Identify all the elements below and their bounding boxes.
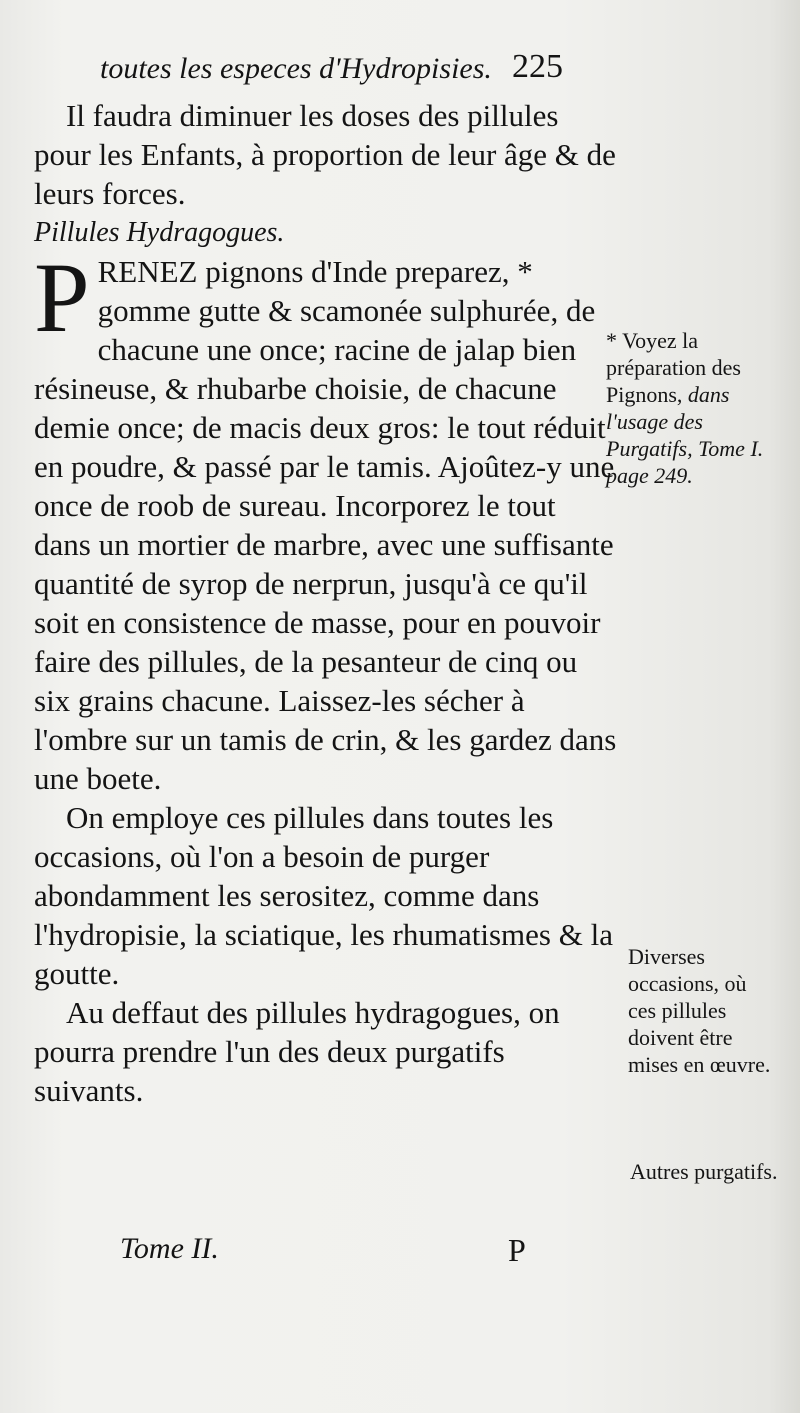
intro-paragraph: Il faudra diminuer les doses des pillules pour les Enfants, à proportion de leur âge & de leurs forces.	[34, 98, 616, 211]
alternative-paragraph: Au deffaut des pillules hydragogues, on pourra prendre l'un des deux purgatifs suivants.	[34, 995, 560, 1108]
volume-label: Tome II.	[120, 1232, 219, 1265]
page-footer	[120, 1232, 560, 1272]
margin-note-preparation-italic: dans l'usage des Purgatifs, Tome I. page 249.	[606, 382, 764, 488]
margin-note-other-purgatives: Autres purgatifs.	[630, 1159, 778, 1184]
recipe-text: pignons d'Inde preparez, * gomme gutte & scamonée sulphurée, de chacune une once; racine de jalap bien résineuse, & rhubarbe choisie, de chacune demie once; de macis deux gros: le tout réduit en poudre, & passé par le tamis. Ajoûtez-y une once de roob de sureau. Incorporez le tout dans un mortier de marbre, avec une suffisante quantité de syrop de nerprun, jusqu'à ce qu'il soit en consistence de masse, pour en pouvoir faire des pillules, de la pesanteur de cinq ou six grains chacune. Laissez-les sécher à l'ombre sur un tamis de crin, & les gardez dans une boete.	[34, 254, 617, 796]
recipe-opening-word: RENEZ	[97, 254, 198, 289]
margin-note-preparation-roman: * Voyez la préparation des Pignons,	[606, 328, 741, 407]
section-heading: Pillules Hydragogues.	[34, 217, 285, 248]
page-number: 225	[512, 48, 563, 85]
recipe-paragraph	[34, 242, 619, 798]
drop-cap: P	[34, 242, 90, 353]
usage-paragraph: On employe ces pillules dans toutes les occasions, où l'on a besoin de purger abondamment les serositez, comme dans l'hydropisie, la sciatique, les rhumatismes & la goutte.	[34, 800, 613, 991]
margin-note-preparation	[606, 327, 776, 489]
running-title: toutes les especes d'Hydropisies.	[100, 52, 492, 85]
page-header	[100, 48, 600, 92]
main-text-column	[34, 96, 619, 1110]
signature-mark: P	[508, 1232, 526, 1268]
margin-note-occasions: Diverses occasions, où ces pillules doivent être mises en œuvre.	[628, 944, 771, 1077]
